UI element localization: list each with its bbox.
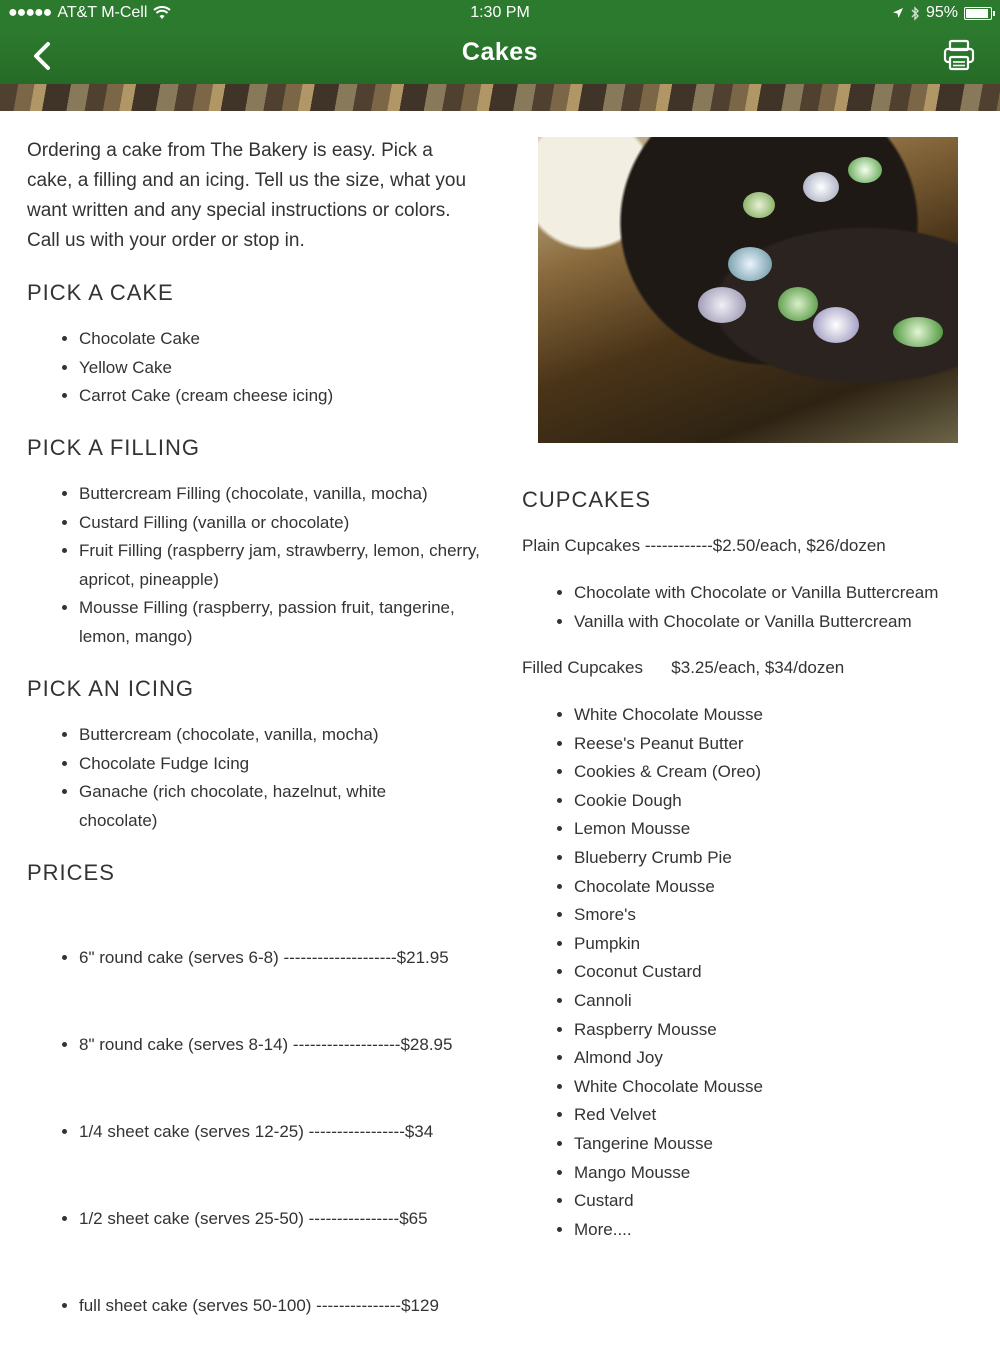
plain-cupcakes-price: Plain Cupcakes ------------$2.50/each, $26/dozen bbox=[522, 536, 886, 555]
battery-percent: 95% bbox=[925, 4, 958, 21]
cake-photo bbox=[538, 137, 958, 443]
price-item: • 6" round cake (serves 6-8) --------------------$21.95 bbox=[79, 944, 539, 973]
pick-cake-list bbox=[27, 325, 519, 411]
bluetooth-icon bbox=[910, 6, 920, 21]
list-item: • Vanilla with Chocolate or Vanilla Buttercream bbox=[574, 608, 1000, 637]
list-item: • Chocolate Fudge Icing bbox=[79, 750, 464, 779]
page-title: Cakes bbox=[461, 38, 539, 66]
price-item: • 1/4 sheet cake (serves 12-25) -----------------$34 bbox=[79, 1118, 539, 1147]
battery-icon bbox=[964, 7, 992, 20]
filled-cupcakes-price: Filled Cupcakes $3.25/each, $34/dozen bbox=[522, 658, 845, 677]
navigation-bar bbox=[0, 28, 1000, 84]
list-item: • White Chocolate Mousse bbox=[574, 1073, 1000, 1102]
printer-icon[interactable] bbox=[942, 38, 976, 72]
list-item: • Chocolate with Chocolate or Vanilla Buttercream bbox=[574, 579, 1000, 608]
list-item: • Coconut Custard bbox=[574, 958, 1000, 987]
pick-icing-list bbox=[27, 721, 464, 835]
prices-list bbox=[27, 904, 539, 1359]
price-item: • full sheet cake (serves 50-100) ---------------$129 bbox=[79, 1292, 539, 1321]
list-item: • Ganache (rich chocolate, hazelnut, white chocolate) bbox=[79, 778, 464, 835]
status-time: 1:30 PM bbox=[470, 4, 530, 21]
list-item: • Yellow Cake bbox=[79, 354, 519, 383]
pick-icing-heading: PICK AN ICING bbox=[27, 676, 195, 701]
list-item: • Smore's bbox=[574, 901, 1000, 930]
list-item: • Chocolate Mousse bbox=[574, 873, 1000, 902]
list-item: • Cookies & Cream (Oreo) bbox=[574, 758, 1000, 787]
prices-heading: PRICES bbox=[27, 860, 115, 885]
list-item: • Reese's Peanut Butter bbox=[574, 730, 1000, 759]
list-item: • White Chocolate Mousse bbox=[574, 701, 1000, 730]
plain-cupcakes-list bbox=[522, 579, 1000, 636]
list-item: • Mousse Filling (raspberry, passion fruit, tangerine, lemon, mango) bbox=[79, 594, 499, 651]
list-item: • Chocolate Cake bbox=[79, 325, 519, 354]
list-item: • More.... bbox=[574, 1216, 1000, 1245]
filled-cupcakes-list bbox=[522, 701, 1000, 1244]
list-item: • Custard Filling (vanilla or chocolate) bbox=[79, 509, 499, 538]
signal-strength-icon: ●●●●● bbox=[8, 4, 52, 21]
list-item: • Cookie Dough bbox=[574, 787, 1000, 816]
price-item: • 1/2 sheet cake (serves 25-50) ----------------$65 bbox=[79, 1205, 539, 1234]
list-item: • Cannoli bbox=[574, 987, 1000, 1016]
pick-cake-heading: PICK A CAKE bbox=[27, 280, 174, 305]
status-right bbox=[892, 4, 992, 22]
carrier-label: AT&T M-Cell bbox=[57, 4, 148, 21]
price-item: • 8" round cake (serves 8-14) -------------------$28.95 bbox=[79, 1031, 539, 1060]
pick-filling-heading: PICK A FILLING bbox=[27, 435, 200, 460]
list-item: • Buttercream (chocolate, vanilla, mocha) bbox=[79, 721, 464, 750]
list-item: • Pumpkin bbox=[574, 930, 1000, 959]
list-item: • Almond Joy bbox=[574, 1044, 1000, 1073]
status-bar bbox=[0, 0, 1000, 28]
header-banner-image bbox=[0, 84, 1000, 111]
pick-filling-list bbox=[27, 480, 499, 652]
list-item: • Red Velvet bbox=[574, 1101, 1000, 1130]
list-item: • Raspberry Mousse bbox=[574, 1016, 1000, 1045]
cupcakes-heading: CUPCAKES bbox=[522, 487, 652, 512]
list-item: • Blueberry Crumb Pie bbox=[574, 844, 1000, 873]
list-item: • Fruit Filling (raspberry jam, strawberry, lemon, cherry, apricot, pineapple) bbox=[79, 537, 499, 594]
list-item: • Tangerine Mousse bbox=[574, 1130, 1000, 1159]
list-item: • Custard bbox=[574, 1187, 1000, 1216]
list-item: • Buttercream Filling (chocolate, vanilla, mocha) bbox=[79, 480, 499, 509]
list-item: • Mango Mousse bbox=[574, 1159, 1000, 1188]
list-item: • Lemon Mousse bbox=[574, 815, 1000, 844]
intro-text: Ordering a cake from The Bakery is easy. Pick a cake, a filling and an icing. Tell us the size, what you want written and any special instructions or colors. Call us with your order or stop in. bbox=[27, 140, 467, 251]
list-item: • Carrot Cake (cream cheese icing) bbox=[79, 382, 519, 411]
location-arrow-icon bbox=[892, 7, 904, 19]
